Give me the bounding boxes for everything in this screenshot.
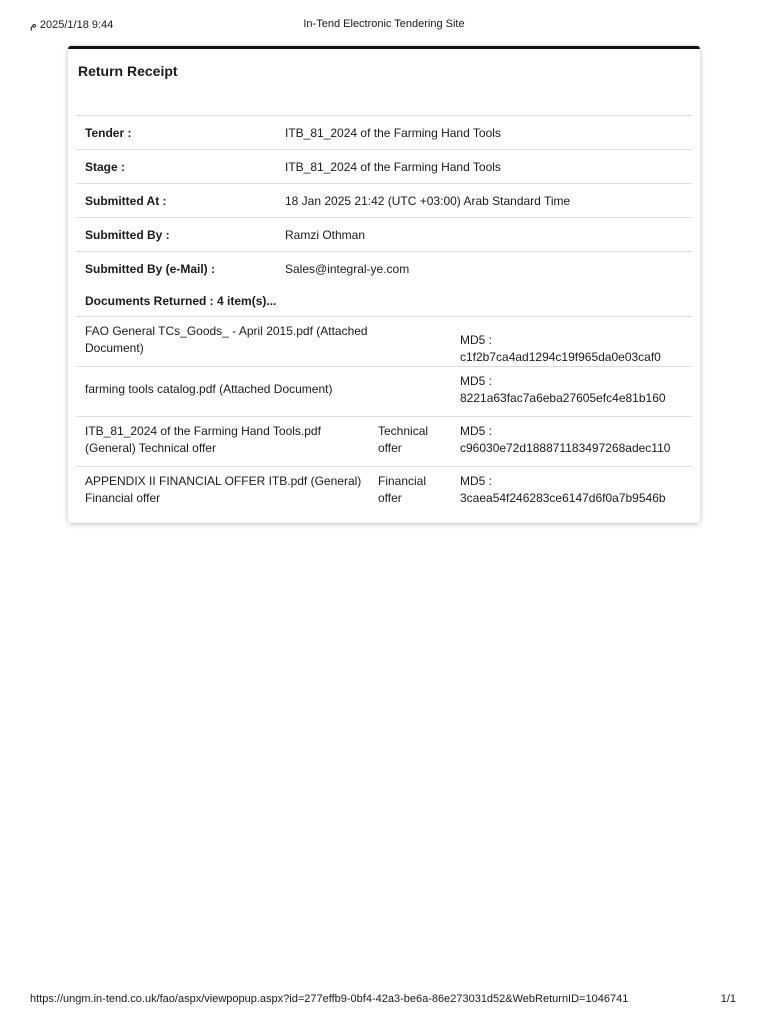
document-row bbox=[76, 466, 692, 516]
detail-label: Tender : bbox=[85, 126, 132, 140]
print-footer bbox=[0, 993, 768, 1009]
documents-returned-label: Documents Returned : 4 item(s)... bbox=[85, 294, 277, 308]
document-md5: MD5 : c1f2b7ca4ad1294c19f965da0e03caf0 bbox=[460, 333, 661, 364]
card-title: Return Receipt bbox=[78, 63, 178, 79]
detail-value: 18 Jan 2025 21:42 (UTC +03:00) Arab Standard Time bbox=[285, 194, 571, 208]
document-type: Financial offer bbox=[378, 474, 427, 505]
documents-returned-header bbox=[76, 285, 692, 316]
document-name: ITB_81_2024 of the Farming Hand Tools.pdf (General) Technical offer bbox=[85, 424, 321, 455]
return-receipt-card bbox=[68, 46, 700, 523]
detail-row-tender bbox=[76, 115, 692, 149]
detail-value: Ramzi Othman bbox=[285, 228, 366, 242]
document-name: FAO General TCs_Goods_ - April 2015.pdf (Attached Document) bbox=[85, 324, 368, 355]
detail-label: Stage : bbox=[85, 160, 126, 174]
print-page-number: 1/1 bbox=[720, 993, 736, 1005]
detail-row-submitted-email bbox=[76, 251, 692, 285]
detail-value: Sales@integral-ye.com bbox=[285, 262, 410, 276]
document-row bbox=[76, 366, 692, 416]
detail-value: ITB_81_2024 of the Farming Hand Tools bbox=[285, 126, 501, 140]
document-md5: MD5 : c96030e72d188871183497268adec110 bbox=[460, 424, 671, 455]
print-datetime: 9:44 2025/1/18 م bbox=[30, 19, 114, 31]
receipt-details-table bbox=[76, 115, 692, 516]
print-url: https://ungm.in-tend.co.uk/fao/aspx/viewpopup.aspx?id=277effb9-0bf4-42a3-be6a-86e273031d52&WebReturnID=1046741 bbox=[30, 993, 629, 1005]
document-name: farming tools catalog.pdf (Attached Document) bbox=[85, 382, 333, 396]
detail-label: Submitted At : bbox=[85, 194, 167, 208]
document-type: Technical offer bbox=[378, 424, 429, 455]
detail-value: ITB_81_2024 of the Farming Hand Tools bbox=[285, 160, 501, 174]
document-name: APPENDIX II FINANCIAL OFFER ITB.pdf (General) Financial offer bbox=[85, 474, 362, 505]
detail-label: Submitted By (e-Mail) : bbox=[85, 262, 216, 276]
detail-row-submitted-at bbox=[76, 183, 692, 217]
document-md5: MD5 : 3caea54f246283ce6147d6f0a7b9546b bbox=[460, 474, 666, 505]
document-row bbox=[76, 416, 692, 466]
detail-label: Submitted By : bbox=[85, 228, 170, 242]
detail-row-submitted-by bbox=[76, 217, 692, 251]
document-md5: MD5 : 8221a63fac7a6eba27605efc4e81b160 bbox=[460, 374, 666, 405]
document-row bbox=[76, 316, 692, 366]
print-header bbox=[0, 18, 768, 34]
print-site-title: In-Tend Electronic Tendering Site bbox=[303, 18, 465, 30]
detail-row-stage bbox=[76, 149, 692, 183]
